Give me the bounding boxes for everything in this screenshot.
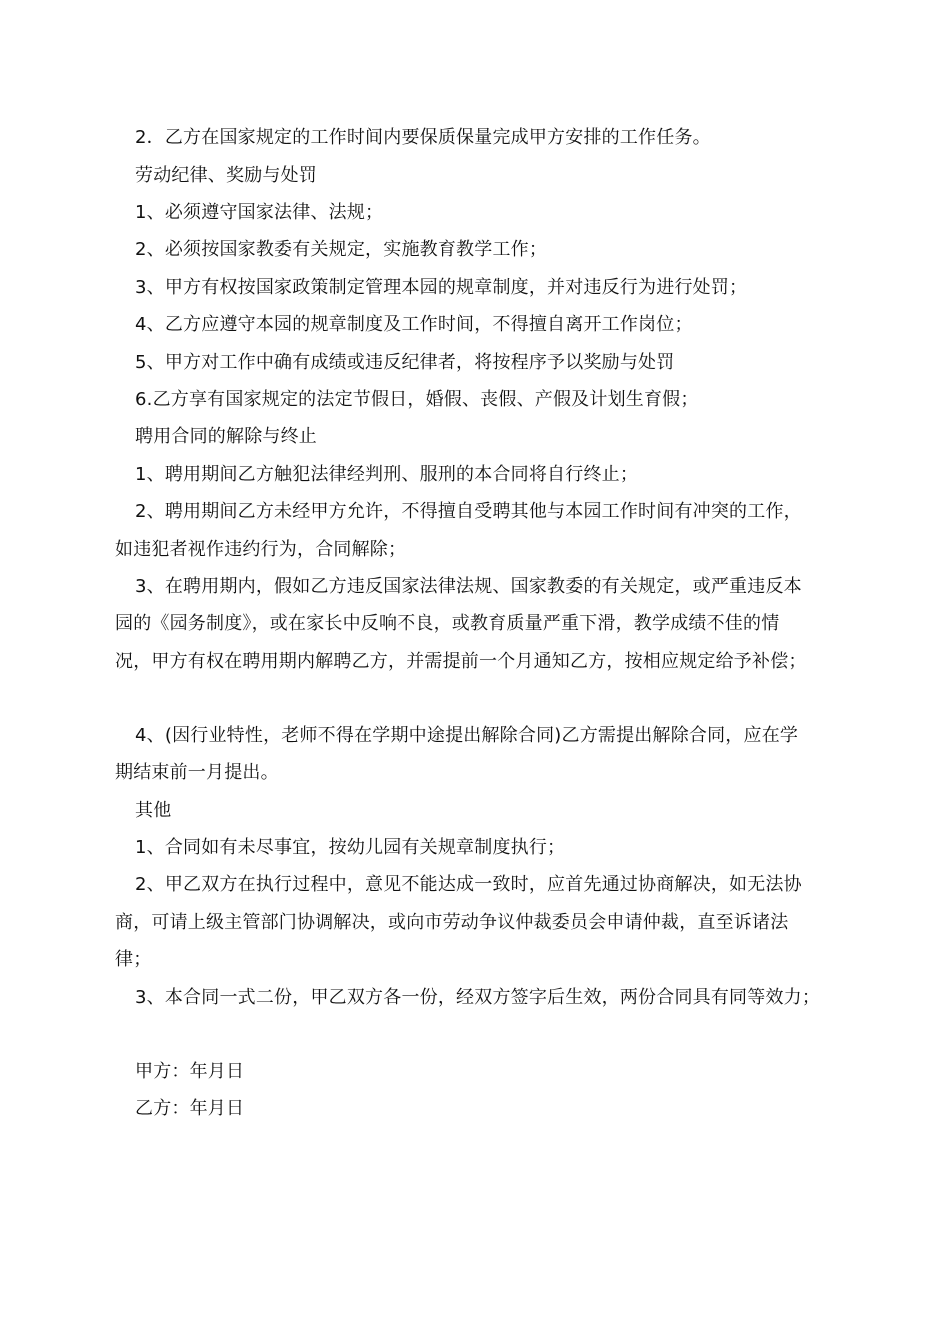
clause-line: 2、聘用期间乙方未经甲方允许，不得擅自受聘其他与本园工作时间有冲突的工作，	[135, 501, 802, 522]
section-heading: 聘用合同的解除与终止	[135, 426, 317, 447]
clause-line: 4、(因行业特性，老师不得在学期中途提出解除合同)乙方需提出解除合同，应在学	[135, 725, 799, 746]
clause-line: 3、本合同一式二份，甲乙双方各一份，经双方签字后生效，两份合同具有同等效力；	[135, 987, 821, 1008]
section-heading: 其他	[135, 800, 172, 821]
clause-line: 期结束前一月提出。	[115, 762, 279, 783]
clause-line: 1、必须遵守国家法律、法规；	[135, 202, 384, 223]
clause-line: 2．乙方在国家规定的工作时间内要保质保量完成甲方安排的工作任务。	[135, 127, 711, 148]
clause-line: 2、甲乙双方在执行过程中，意见不能达成一致时，应首先通过协商解决，如无法协	[135, 874, 802, 895]
clause-line: 1、聘用期间乙方触犯法律经判刑、服刑的本合同将自行终止；	[135, 464, 639, 485]
clause-line: 如违犯者视作违约行为，合同解除；	[115, 539, 407, 560]
clause-line: 3、甲方有权按国家政策制定管理本园的规章制度，并对违反行为进行处罚；	[135, 277, 748, 298]
signature-party-b: 乙方：年月日	[135, 1098, 245, 1119]
clause-line: 2、必须按国家教委有关规定，实施教育教学工作；	[135, 239, 548, 260]
clause-line: 况，甲方有权在聘用期内解聘乙方，并需提前一个月通知乙方，按相应规定给予补偿；	[115, 651, 807, 672]
signature-party-a: 甲方：年月日	[135, 1061, 245, 1082]
clause-line: 园的《园务制度》，或在家长中反响不良，或教育质量严重下滑，教学成绩不佳的情	[115, 613, 780, 634]
clause-line: 3、在聘用期内，假如乙方违反国家法律法规、国家教委的有关规定，或严重违反本	[135, 576, 802, 597]
section-heading: 劳动纪律、奖励与处罚	[135, 165, 317, 186]
clause-line: 6.乙方享有国家规定的法定节假日，婚假、丧假、产假及计划生育假；	[135, 389, 699, 410]
clause-line: 律；	[115, 949, 152, 970]
clause-line: 1、合同如有未尽事宜，按幼儿园有关规章制度执行；	[135, 837, 566, 858]
clause-line: 商，可请上级主管部门协调解决，或向市劳动争议仲裁委员会申请仲裁，直至诉诸法	[115, 912, 789, 933]
clause-line: 4、乙方应遵守本园的规章制度及工作时间，不得擅自离开工作岗位；	[135, 314, 693, 335]
clause-line: 5、甲方对工作中确有成绩或违反纪律者，将按程序予以奖励与处罚	[135, 352, 675, 373]
